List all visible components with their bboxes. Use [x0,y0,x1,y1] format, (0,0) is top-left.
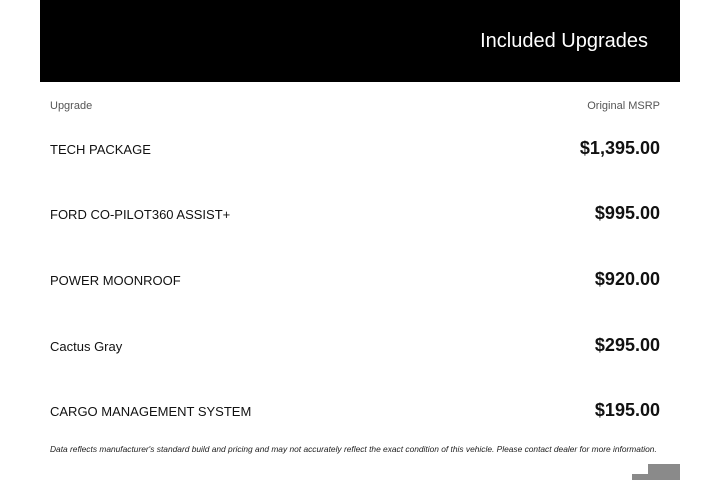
column-header-upgrade: Upgrade [50,100,93,112]
upgrade-row [50,269,660,293]
upgrade-name: POWER MOONROOF [50,273,181,288]
header-bar [40,0,680,82]
upgrade-row [50,138,660,162]
disclaimer-text: Data reflects manufacturer's standard build and pricing and may not accurately reflect the exact condition of this vehicle. Please contact dealer for more information. [50,444,657,454]
corner-tab-base [632,474,650,480]
upgrade-name: TECH PACKAGE [50,142,151,157]
upgrade-price: $1,395.00 [579,138,660,158]
upgrade-price: $995.00 [594,203,660,223]
upgrade-row [50,203,660,227]
page-title: Included Upgrades [480,30,648,52]
upgrade-name: FORD CO-PILOT360 ASSIST+ [50,207,231,222]
upgrade-name: CARGO MANAGEMENT SYSTEM [50,404,252,419]
column-header-msrp: Original MSRP [587,100,660,112]
upgrade-row [50,335,660,359]
upgrade-row [50,400,660,424]
upgrade-price: $920.00 [594,269,660,289]
upgrade-name: Cactus Gray [50,339,123,354]
upgrade-price: $195.00 [594,400,660,420]
corner-tab [648,464,680,480]
upgrades-card [40,0,680,480]
upgrade-price: $295.00 [594,335,660,355]
